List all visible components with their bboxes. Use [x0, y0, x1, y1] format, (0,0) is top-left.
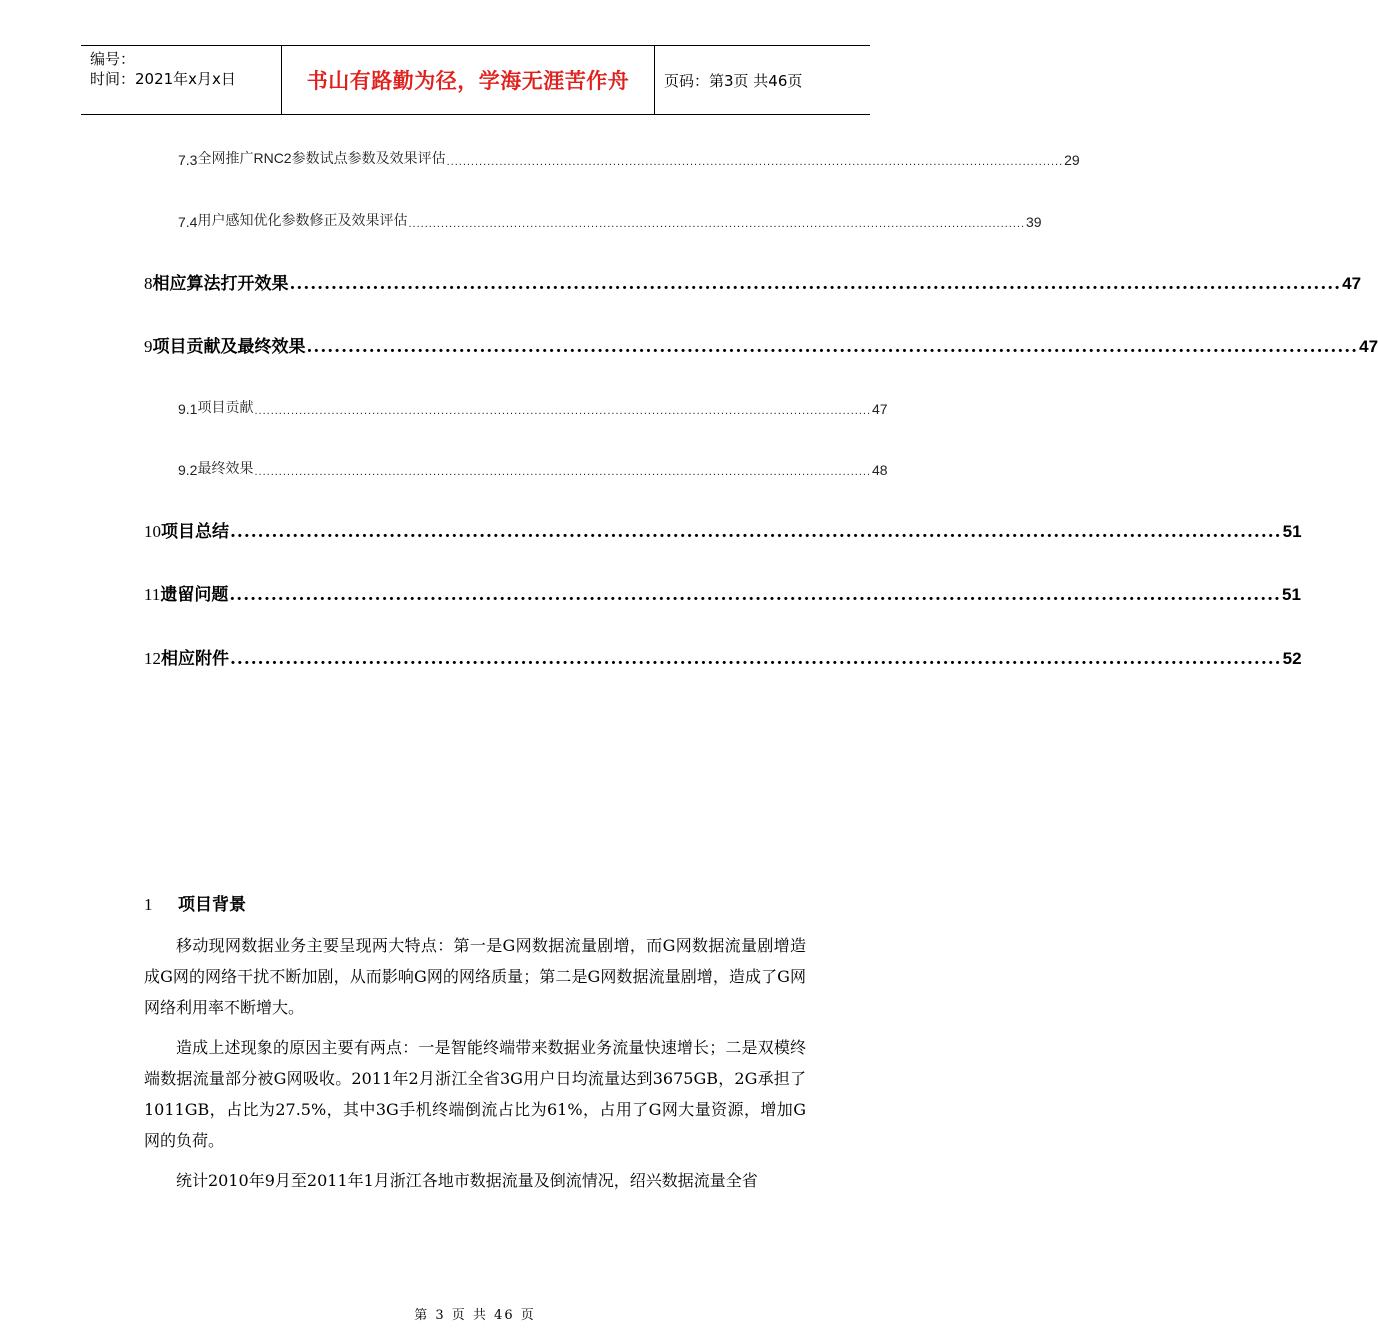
- page-header: [81, 45, 870, 115]
- toc-leader: ........................................................................................................................................................: [230, 649, 1282, 669]
- toc-title: 遗留问题: [160, 585, 229, 605]
- toc-title: 相应附件: [161, 649, 229, 669]
- toc-number: 9.1: [178, 401, 198, 417]
- code-label: 编号：: [90, 50, 136, 68]
- toc-title: 用户感知优化参数修正及效果评估: [197, 212, 408, 228]
- toc-page: 47: [872, 401, 888, 417]
- toc-leader: ........................................................................................................................................................: [446, 156, 1064, 168]
- toc-entry[interactable]: [144, 580, 1301, 605]
- paragraph: 统计2010年9月至2011年1月浙江各地市数据流量及倒流情况，绍兴数据流量全省: [176, 1171, 758, 1190]
- toc-entry[interactable]: [178, 458, 888, 478]
- header-divider: [654, 46, 655, 114]
- toc-page: 39: [1026, 214, 1042, 230]
- toc-entry[interactable]: [144, 517, 1302, 542]
- time-label: 时间：2021年x月x日: [90, 70, 236, 88]
- toc-leader: ........................................................................................................................................................: [408, 218, 1026, 230]
- toc-page: 51: [1282, 522, 1302, 541]
- toc-leader: ........................................................................................................................................................: [229, 585, 1281, 605]
- toc-entry[interactable]: [144, 269, 1362, 294]
- toc-leader: ........................................................................................................................................................: [254, 466, 872, 478]
- section-number: 1: [144, 895, 153, 914]
- toc-number: 12: [144, 649, 161, 668]
- section-title: 项目背景: [178, 895, 246, 915]
- toc-number: 8: [144, 274, 153, 293]
- header-motto: 书山有路勤为径，学海无涯苦作舟: [306, 68, 630, 93]
- toc-page: 52: [1282, 649, 1302, 668]
- toc-leader: ........................................................................................................................................................: [230, 522, 1282, 542]
- toc-entry[interactable]: [178, 397, 888, 417]
- toc-number: 9.2: [178, 462, 198, 478]
- toc-number: 11: [144, 585, 161, 604]
- toc-page: 51: [1281, 585, 1301, 604]
- toc-number: 10: [144, 522, 161, 541]
- toc-page: 47: [1359, 337, 1378, 356]
- toc-entry[interactable]: [178, 210, 1042, 230]
- header-page-info: 页码：第3页 共46页: [664, 71, 803, 90]
- toc-number: 9: [144, 337, 153, 356]
- toc-leader: ........................................................................................................................................................: [306, 337, 1359, 357]
- toc-entry[interactable]: [144, 644, 1302, 669]
- toc-title: 最终效果: [197, 460, 254, 476]
- toc-entry[interactable]: [178, 148, 1080, 168]
- section-heading: [144, 890, 246, 915]
- toc-title: 相应算法打开效果: [152, 274, 289, 294]
- toc-number: 7.4: [178, 214, 198, 230]
- paragraph: 造成上述现象的原因主要有两点：一是智能终端带来数据业务流量快速增长；二是双模终端数据流量部分被G网吸收。2011年2月浙江全省3G用户日均流量达到3675GB，2G承担了1011GB，占比为27.5%，其中3G手机终端倒流占比为61%，占用了G网大量资源，增加G网的负荷。: [144, 1038, 806, 1150]
- toc-page: 48: [872, 462, 888, 478]
- toc-page: 29: [1064, 152, 1080, 168]
- toc-leader: ........................................................................................................................................................: [254, 405, 872, 417]
- toc-title: 项目总结: [161, 522, 229, 542]
- body-text: [144, 930, 806, 1196]
- paragraph: 移动现网数据业务主要呈现两大特点：第一是G网数据流量剧增，而G网数据流量剧增造成G网的网络干扰不断加剧，从而影响G网的网络质量；第二是G网数据流量剧增，造成了G网网络利用率不断增大。: [144, 936, 806, 1017]
- toc-title: 项目贡献及最终效果: [152, 337, 306, 357]
- toc-page: 47: [1342, 274, 1362, 293]
- toc-number: 7.3: [178, 152, 198, 168]
- page-footer: 第 3 页 共 46 页: [414, 1308, 536, 1323]
- toc-title: 全网推广RNC2参数试点参数及效果评估: [197, 150, 446, 166]
- header-meta: [81, 46, 281, 114]
- toc-entry[interactable]: [144, 332, 1378, 357]
- toc-leader: ........................................................................................................................................................: [289, 274, 1342, 294]
- toc-title: 项目贡献: [197, 399, 254, 415]
